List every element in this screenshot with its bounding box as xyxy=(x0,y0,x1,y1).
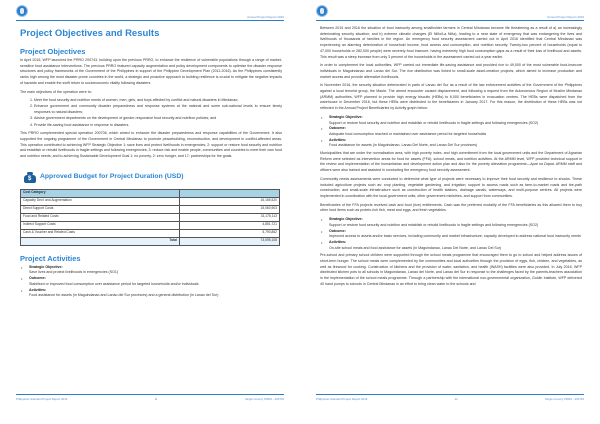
table-row xyxy=(21,213,280,221)
activity-label: • Outcome: xyxy=(20,276,282,282)
right-content xyxy=(320,26,582,291)
block-text: On-site school meals and food assistance for assets (in Maguindanao, Lanao Del Norte, and Lanao Del Sur) xyxy=(329,245,502,250)
objective-block-1 xyxy=(320,115,582,149)
running-header: Annual Project Report 2016 xyxy=(247,15,284,19)
footer-rule xyxy=(316,394,584,395)
paragraph: Pre-school and primary school children were supported through the school meals programme that encouraged them to go to school and helped address issues of short-term hunger. The school meals were complemented by the communities and local authorities through the provision of eggs, fish, chicken, and vegetables, as well as firewood for cooking. Construction of kitchens and the provision of water, sanitation, and health (WASH) facilities were also provided. In July 2016, WFP distributed kitchen pots to all schools in Maguindanao, Lanao del Norte, and Lanao del Sur in response to the challenges faced by the parents-teachers association in the implementation of the school meals programme. Through a partnership with the international non-governmental organization, Goldin Institute, WFP delivered 40 hand pumps to schools in Central Mindanao in an effort to bring clean water to the schools and xyxy=(320,253,582,286)
cost-category: Capacity Dev.t and Augmentation xyxy=(21,197,180,205)
cost-value: 16,165,520 xyxy=(180,197,280,205)
paragraph: In November 2016, the security situation deteriorated in parts of Lanao del Sur as a result of the law enforcement activities of the Government of the Philippines against a local terrorist group, the Maute. The armed encounter caused displacement, and following a request from the Autonomous Region of Muslim Mindanao (ARMM) authorities, WFP planned to provide high energy biscuits (HEBs) to 6,000 beneficiaries in evacuation centres. The HEBs were dispatched from the warehouse in December 2016, but these HEBs were distributed to the beneficiaries in January 2017. For this reason, the distribution of these HEBs was not reflected in the Annual Project Beneficiaries by Activity graph below: xyxy=(320,83,582,111)
table-row xyxy=(21,221,280,229)
page-title: Project Objectives and Results xyxy=(20,28,160,39)
activity-label: • Activities: xyxy=(20,288,282,294)
cost-value: 15,060,903 xyxy=(180,205,280,213)
table-total-row xyxy=(21,237,280,245)
block-label: Activities: xyxy=(329,239,347,244)
footer xyxy=(316,397,584,401)
paragraph: In order to complement the local authorities, WFP carried out immediate life-saving assistance and provided rice to 49,000 of the most vulnerable food-insecure individuals in Maguindanao and Lanao del Sur. The rice distribution was linked to small-scale asset-creation projects, which aimed to increase production and market access and provide alternative livelihoods. xyxy=(320,63,582,79)
header-rule xyxy=(316,20,584,21)
cost-value: 31,176,113 xyxy=(180,213,280,221)
objective-item: 1. Meet the food security and nutrition needs of women, men, girls, and boys affected by conflict and natural disasters in Mindanao; xyxy=(34,98,282,104)
page-number: 11 xyxy=(154,397,158,401)
table-row xyxy=(21,205,280,213)
total-label: Total xyxy=(21,237,180,245)
page-number: 12 xyxy=(454,397,458,401)
block-text: Food assistance for assets (in Maguindanao, Lanao Del Norte, and Lanao Del Sur provinces) xyxy=(329,143,478,148)
block-label: Outcome: xyxy=(329,228,346,233)
block-text: Support or restore food security and nutrition and establish or rebuild livelihoods in fragile settings and following emergencies (SO2) xyxy=(329,222,539,227)
objectives-list-intro: The main objectives of the operation were to: xyxy=(20,89,92,94)
budget-table xyxy=(20,189,280,246)
objectives-list xyxy=(20,98,282,128)
cost-category: Food and Related Costs xyxy=(21,213,180,221)
activities-heading: Project Activities xyxy=(20,253,81,263)
cost-category: Cash & Voucher and Related Costs xyxy=(21,229,180,237)
table-row xyxy=(21,197,280,205)
wfp-logo-icon xyxy=(316,5,328,17)
objectives-intro: In April 2015, WFP launched the PRRO 200743, building upon the previous PRRO, to enhance the resilience of vulnerable populations through a range of market-sensitive food assistance interventions. The previous PRRO featured capacity augmentation and policy development components to optimise the disaster response structures and policy frameworks of the Government of the Philippines in support of the Philippine Development Plan (2011-2016). As the Philippines consistently ranks high among the most disaster-prone countries in the world, a strategic and proactive approach to building resilience is crucial to mitigate the negative impacts of hazards and enable the swift return to socioeconomic vitality following disasters. xyxy=(20,58,282,85)
paragraph: Community needs assessments were conducted to determine what type of projects were necessary to improve their food security and resilience to shocks. These included agriculture projects such as: crop planting, vegetable gardening, and irrigation; support to access roads such as farm-to-market roads and tire-path construction; and small-scale infrastructure such as construction of health stations, drainage canals, waterways, and multi-purpose centres. All projects were implemented in coordination with the local government units, other government ministries, and support from communities. xyxy=(320,176,582,198)
right-page xyxy=(300,0,600,424)
wfp-logo-icon xyxy=(16,5,28,17)
block-text: Improved access to assets and/or basic services, including community and market infrastructure; capacity developed to address national food insecurity needs xyxy=(329,234,581,239)
activity-label: • Strategic Objective: xyxy=(20,265,282,271)
activity-text: Food assistance for assets (in Maguindanao and Lanao del Sur provinces) and a general distribution (in Lanao del Sur) xyxy=(29,293,219,298)
table-row xyxy=(21,229,280,237)
money-bag-icon: $ xyxy=(24,172,36,183)
cost-category: Indirect Support Costs xyxy=(21,221,180,229)
budget-title-text: Approved Budget for Project Duration (USD) xyxy=(40,173,184,181)
activity-text: Save lives and protect livelihoods in emergencies (SO1) xyxy=(29,270,119,275)
objectives-closing: This PRRO complemented special operation 200706, which aimed to enhance the disaster preparedness and response capabilities of the Government. It also supported the ongoing programme of the Government in Central Mindanao to promote peacebuilding, reconstruction, and development in conflict-affected areas. This operation contributed to achieving WFP Strategic Objective 1: save lives and protect livelihoods in emergencies; 2: support or restore food security and nutrition and establish or rebuild livelihoods in fragile settings and following emergencies; 3: reduce risk and enable people, communities and countries to meet their own food and nutrition needs; and to achieving Sustainable Development Goal 1: no poverty, 2: zero hunger, and 17: partnerships for the goals. xyxy=(20,131,282,159)
block-text: Adequate food consumption reached or maintained over assistance period for targeted households xyxy=(329,131,487,136)
objective-block-2 xyxy=(320,217,582,251)
footer-right: Single Country PRRO - 200743 xyxy=(544,397,584,401)
footer-left: Philippines Standard Project Report 2016 xyxy=(316,397,368,401)
total-value: 73,095,108 xyxy=(180,237,280,245)
footer-rule xyxy=(16,394,284,395)
objectives-heading: Project Objectives xyxy=(20,47,86,56)
header-rule xyxy=(16,20,284,21)
cost-value: 5,790,852 xyxy=(180,229,280,237)
block-label: Strategic Objective: xyxy=(329,114,363,119)
paragraph: Between 2015 and 2016 the situation of food insecurity among smallholder farmers in Central Mindanao became life threatening as a result of a) an increasingly deteriorating security situation; and b) extreme climatic changes (El Niño/La Niña), leading to a near state of emergency that was endangering the lives and livelihoods of thousands of families in the region. An emergency food security assessment carried out in April 2016 identified that Central Mindanao was experiencing an alarming deterioration of household income, food access and consumption, and nutrition security. Twenty-two percent of households (equal to 47,000 households or 282,000 people) were severely food insecure, having extremely high food consumption gaps as a result of their loss of livelihood and assets. This result was a steep increase from only 3 percent of the households in the assessment carried out a year earlier. xyxy=(320,26,582,59)
block-label: Outcome: xyxy=(329,126,346,131)
cost-category: Direct Support Costs xyxy=(21,205,180,213)
paragraph: Municipalities that are under the normalisation area, with high poverty index, and high commitment from the local government units and the Department of Agrarian Reform were selected as intervention areas for food for assets (FFA), school meals, and nutrition activities. At the ARMM level, WFP provided technical support in the review and implementation of the humanitarian and development action plan and also for the poverty alleviation programme—Apat na Dapat. ARMM staff and officers were also trained and assisted in conducting the emergency food security assessment. xyxy=(320,151,582,173)
objective-item: 4. Provide life-saving food assistance in response to disasters. xyxy=(34,123,282,129)
cost-value: 4,851,721 xyxy=(180,221,280,229)
block-label: Strategic Objective: xyxy=(329,217,363,222)
objective-item: 3. Advise government departments on the development of gender-responsive food security and nutrition policies; and xyxy=(34,116,282,122)
budget-title xyxy=(24,172,282,183)
activity-text: Stabilised or improved food consumption over assistance period for targeted households and/or individuals xyxy=(29,281,199,286)
paragraph: Beneficiaries of the FFA projects received cash and food (rice) entitlements. Cash was the preferred modality of the FFA beneficiaries as this allowed them to buy other food items such as protein-rich fish, meat and eggs, and fresh vegetables. xyxy=(320,202,582,213)
footer-right: Single Country PRRO - 200743 xyxy=(244,397,284,401)
activities-list xyxy=(20,265,282,299)
block-label: Activities: xyxy=(329,137,347,142)
cost-category-header: Cost Category xyxy=(21,189,180,197)
left-content xyxy=(20,27,282,301)
footer-left: Philippines Standard Project Report 2016 xyxy=(16,397,68,401)
objective-item: 2. Enhance government and community disaster preparedness and response systems at the national and some sub-national levels to ensure timely responses to natural disasters; xyxy=(34,104,282,115)
block-text: Support or restore food security and nutrition and establish or rebuild livelihoods in fragile settings and following emergencies (SO2) xyxy=(329,120,539,125)
running-header: Annual Project Report 2016 xyxy=(547,15,584,19)
footer xyxy=(16,397,284,401)
table-header-row xyxy=(21,189,280,197)
